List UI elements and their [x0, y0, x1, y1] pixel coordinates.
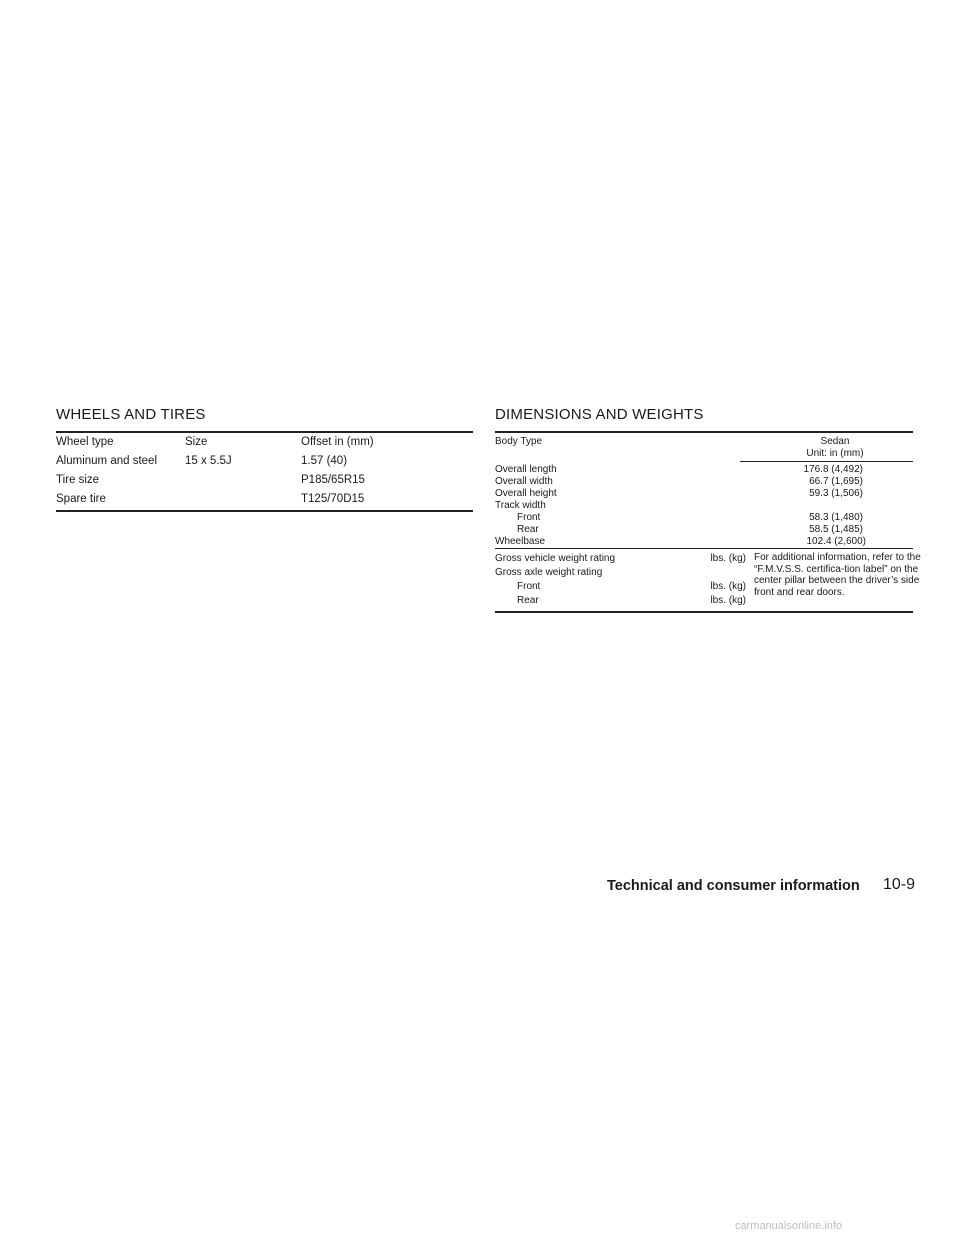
wheels-header-offset: Offset in (mm): [301, 436, 374, 448]
weight-label: Gross vehicle weight rating: [495, 553, 616, 564]
wheels-header-size: Size: [185, 436, 208, 448]
weight-label: Rear: [517, 595, 539, 606]
dimension-value: 59.3 (1,506): [809, 488, 863, 499]
weight-unit: lbs. (kg): [710, 581, 746, 592]
weight-note: For additional information, refer to the “F.M.V.S.S. certifica-tion label” on the center pillar between the driver’s side front and rear doors.: [754, 552, 921, 598]
dimension-label: Overall length: [495, 464, 557, 475]
dimension-value: 58.5 (1,485): [809, 524, 863, 535]
table-cell: 1.57 (40): [301, 455, 348, 467]
dimension-label: Overall width: [495, 476, 553, 487]
dimension-value: 102.4 (2,600): [806, 536, 866, 547]
dimension-label: Front: [517, 512, 541, 523]
body-type-label: Body Type: [495, 436, 543, 447]
table-cell: Tire size: [56, 474, 100, 486]
weight-unit: lbs. (kg): [710, 553, 746, 564]
weight-label: Gross axle weight rating: [495, 567, 603, 578]
table-cell: 15 x 5.5J: [185, 455, 232, 467]
table-cell: Aluminum and steel: [56, 455, 157, 467]
wheels-section-title: WHEELS AND TIRES: [56, 406, 206, 423]
dimension-value: 58.3 (1,480): [809, 512, 863, 523]
dimension-label: Wheelbase: [495, 536, 546, 547]
table-cell: Spare tire: [56, 493, 106, 505]
table-cell: P185/65R15: [301, 474, 365, 486]
footer-section-title: Technical and consumer information: [607, 878, 860, 894]
unit-rule: [740, 461, 913, 462]
dimensions-section-title: DIMENSIONS AND WEIGHTS: [495, 406, 704, 423]
dimensions-bottom-rule: [495, 611, 913, 613]
body-type-value: Sedan: [820, 436, 850, 447]
unit-label: Unit: in (mm): [806, 448, 864, 459]
wheels-bottom-rule: [56, 510, 473, 512]
dimensions-mid-rule: [495, 548, 913, 549]
dimension-label: Rear: [517, 524, 539, 535]
weight-unit: lbs. (kg): [710, 595, 746, 606]
table-cell: T125/70D15: [301, 493, 365, 505]
dimensions-top-rule: [495, 431, 913, 433]
dimension-value: 66.7 (1,695): [809, 476, 863, 487]
dimension-label: Track width: [495, 500, 546, 511]
weight-label: Front: [517, 581, 541, 592]
dimension-label: Overall height: [495, 488, 557, 499]
wheels-top-rule: [56, 431, 473, 433]
wheels-header-type: Wheel type: [56, 436, 114, 448]
watermark: carmanualsonline.info: [735, 1220, 843, 1232]
dimension-value: 176.8 (4,492): [803, 464, 863, 475]
footer-page-number: 10-9: [883, 876, 916, 893]
